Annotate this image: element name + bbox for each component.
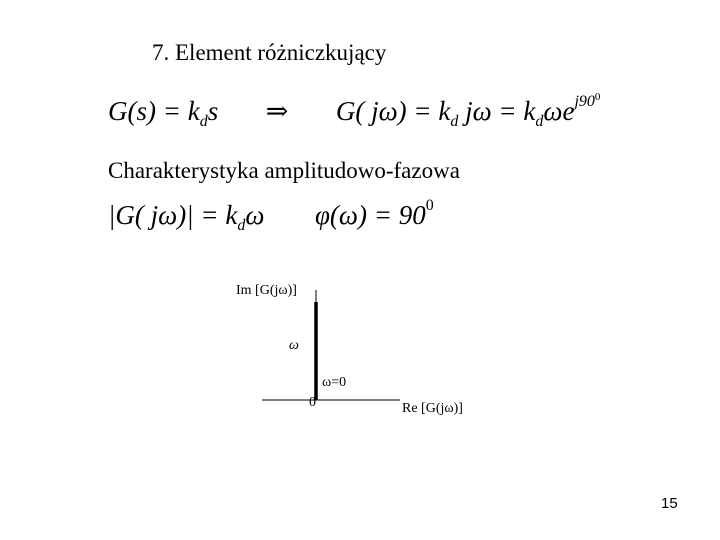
transfer-lhs-subscript: d (199, 113, 208, 130)
omega-zero-label: ω=0 (322, 375, 347, 390)
origin-label: 0 (309, 395, 316, 410)
phase-lhs: φ(ω) = 90 (315, 200, 426, 230)
freq-rhs: ωe (543, 96, 575, 126)
freq-exponent: j90 (574, 93, 595, 110)
transfer-s: s (207, 96, 219, 126)
freq-subscript-1: d (450, 113, 459, 130)
implies-symbol: ⇒ (265, 96, 289, 126)
slide-subtitle: Charakterystyka amplitudowo-fazowa (108, 158, 460, 183)
freq-subscript-2: d (535, 113, 544, 130)
amplitude-subscript: d (237, 217, 246, 234)
slide-title: 7. Element różniczkujący (152, 40, 387, 65)
amplitude-rhs: ω (245, 200, 265, 230)
re-axis-label: Re [G(jω)] (402, 401, 463, 416)
phase-exponent: 0 (425, 197, 434, 214)
freq-mid: jω = k (465, 96, 536, 126)
omega-label: ω (289, 338, 299, 353)
im-axis-label: Im [G(jω)] (236, 283, 297, 298)
freq-lhs: G( jω) = k (335, 96, 451, 126)
freq-exponent-degree: 0 (594, 91, 601, 103)
transfer-lhs: G(s) = k (108, 96, 200, 126)
amplitude-lhs: |G( jω)| = k (108, 200, 238, 230)
page-number: 15 (661, 495, 678, 512)
